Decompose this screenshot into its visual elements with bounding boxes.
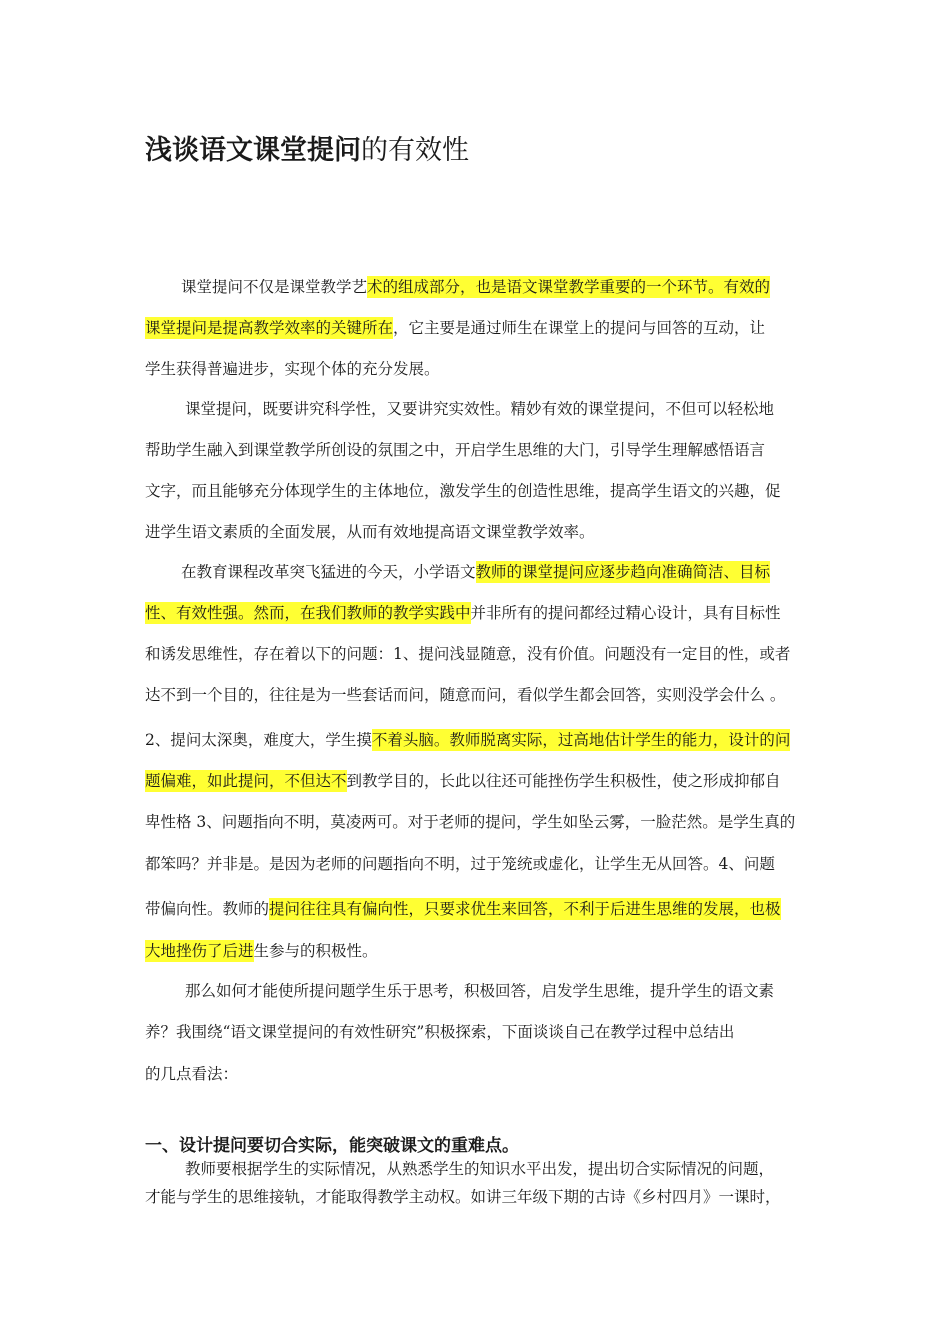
text-run: 学生获得普遍进步，实现个体的充分发展。 — [145, 360, 440, 378]
text-line — [145, 684, 807, 706]
text-run: 养？我围绕“语文课堂提问的有效性研究”积极探索，下面谈谈自己在教学过程中总结出 — [145, 1023, 735, 1041]
text-run: 都笨吗？并非是。是因为老师的问题指向不明，过于笼统或虚化，让学生无从回答。4、问题 — [145, 855, 775, 873]
highlighted-text: 教师的课堂提问应逐步趋向准确简洁、目标 — [475, 563, 771, 581]
text-line — [145, 643, 807, 665]
highlighted-text: 大地挫伤了后进 — [145, 942, 254, 960]
text-run: 生参与的积极性。 — [253, 942, 378, 960]
text-run: 的几点看法： — [145, 1065, 239, 1083]
text-run: 在教育课程改革突飞猛进的今天，小学语文 — [181, 563, 476, 581]
text-run: 帮助学生融入到课堂教学所创设的氛围之中，开启学生思维的大门，引导学生理解感悟语言 — [145, 441, 766, 459]
text-line — [145, 980, 847, 1002]
highlighted-text: 不着头脑。教师脱离实际，过高地估计学生的能力，设计的问 — [371, 731, 791, 749]
title-normal-part: 的有效性 — [361, 135, 469, 166]
text-run: 2、提问太深奥，难度大，学生摸 — [145, 731, 372, 749]
text-line — [145, 811, 807, 833]
text-run: 那么如何才能使所提问题学生乐于思考，积极回答，启发学生思维，提升学生的语文素 — [185, 982, 775, 1000]
text-line — [145, 1021, 807, 1043]
text-line — [145, 602, 807, 624]
highlighted-text: 术的组成部分，也是语文课堂教学重要的一个环节。有效的 — [367, 278, 771, 296]
text-run: ，它主要是通过师生在课堂上的提问与回答的互动，让 — [393, 319, 766, 337]
text-line — [145, 276, 843, 298]
text-run: 并非所有的提问都经过精心设计，具有目标性 — [470, 604, 781, 622]
text-run: 课堂提问，既要讲究科学性，又要讲究实效性。精妙有效的课堂提问，不但可以轻松地 — [185, 400, 775, 418]
text-line — [145, 1063, 807, 1085]
highlighted-text: 性、有效性强。然而，在我们教师的教学实践中 — [145, 604, 471, 622]
text-run: 教师要根据学生的实际情况，从熟悉学生的知识水平出发，提出切合实际情况的问题， — [185, 1160, 775, 1178]
text-line — [145, 1186, 807, 1208]
highlighted-text: 提问往往具有偏向性，只要求优生来回答，不利于后进生思维的发展，也极 — [269, 900, 781, 918]
text-line — [145, 770, 807, 792]
text-line — [145, 521, 807, 543]
document-title — [145, 133, 469, 169]
text-line — [145, 480, 807, 502]
title-bold-part: 浅谈语文课堂提问 — [145, 135, 361, 166]
text-line — [145, 729, 807, 751]
text-line — [145, 853, 807, 875]
text-line — [145, 561, 843, 583]
text-line — [145, 940, 807, 962]
text-line — [145, 1158, 847, 1180]
text-run: 达不到一个目的，往往是为一些套话而问，随意而问，看似学生都会回答，实则没学会什么 。 — [145, 686, 786, 704]
highlighted-text: 题偏难，如此提问，不但达不 — [145, 772, 347, 790]
text-run: 课堂提问不仅是课堂教学艺 — [181, 278, 368, 296]
text-run: 带偏向性。教师的 — [145, 900, 270, 918]
section-heading: 一、设计提问要切合实际，能突破课文的重难点。 — [145, 1136, 519, 1156]
text-run: 文字，而且能够充分体现学生的主体地位，激发学生的创造性思维，提高学生语文的兴趣，促 — [145, 482, 781, 500]
text-line — [145, 898, 807, 920]
text-run: 进学生语文素质的全面发展，从而有效地提高语文课堂教学效率。 — [145, 523, 595, 541]
text-run: 卑性格 3、问题指向不明，莫凌两可。对于老师的提问，学生如坠云雾，一脸茫然。是学生真的 — [145, 813, 796, 831]
text-line — [145, 439, 807, 461]
text-line — [145, 358, 807, 380]
text-run: 才能与学生的思维接轨，才能取得教学主动权。如讲三年级下期的古诗《乡村四月》一课时， — [145, 1188, 781, 1206]
text-line — [145, 317, 807, 339]
text-run: 到教学目的，长此以往还可能挫伤学生积极性，使之形成抑郁自 — [346, 772, 781, 790]
text-run: 和诱发思维性，存在着以下的问题：1、提问浅显随意，没有价值。问题没有一定目的性，或者 — [145, 645, 791, 663]
highlighted-text: 课堂提问是提高教学效率的关键所在 — [145, 319, 394, 337]
text-line — [145, 398, 847, 420]
